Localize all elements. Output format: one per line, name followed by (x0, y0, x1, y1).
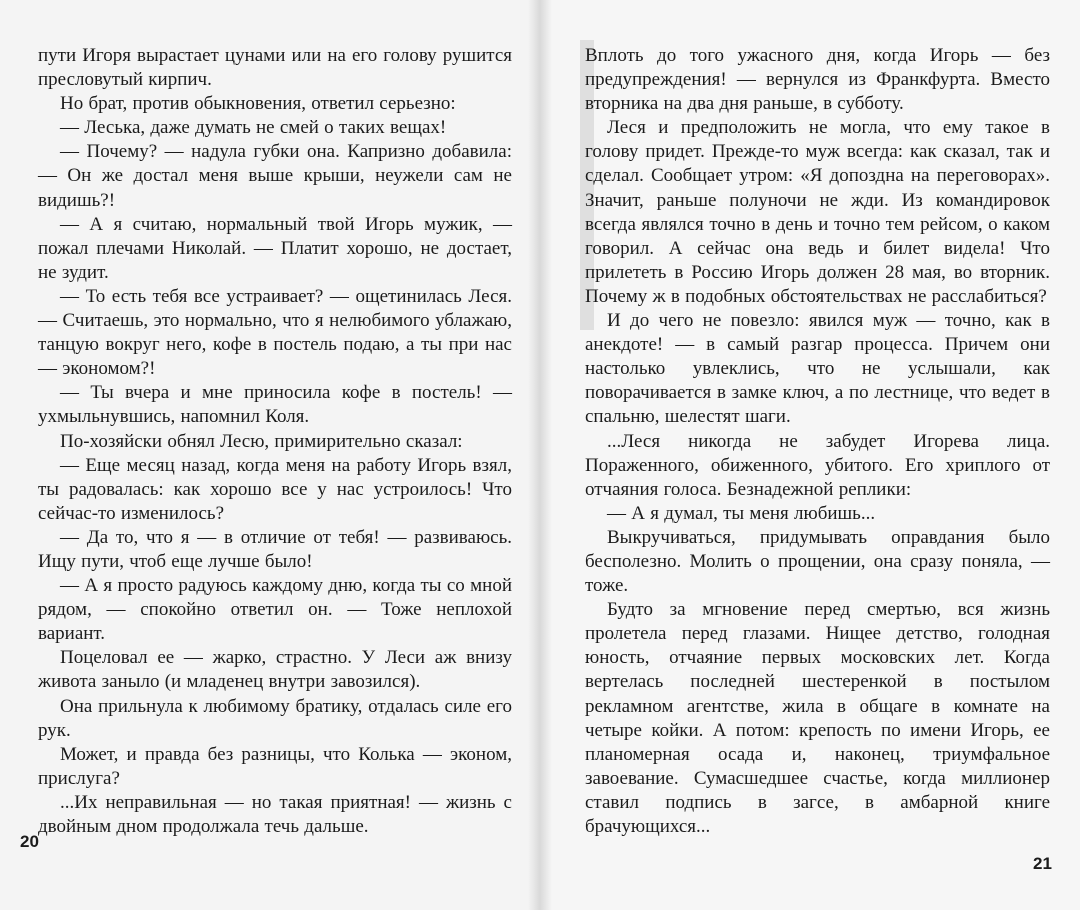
paragraph: — То есть тебя все устраивает? — ощетинилась Леся. — Считаешь, это нормально, что я нелюбимого ублажаю, танцую вокруг него, кофе в постель подаю, а ты при нас — экономом?! (38, 285, 512, 380)
paragraph: Будто за мгновение перед смертью, вся жизнь пролетела перед глазами. Нищее детство, голодная юность, отчаяние первых московских лет. Когда вертелась последней шестеренкой в постылом рекламном агентстве, жила в общаге в комнате на четыре койки. А потом: крепость по имени Игорь, ее планомерная осада и, наконец, триумфальное завоевание. Сумасшедшее счастье, когда миллионер ставил подпись в загсе, в амбарной книге брачующихся... (585, 599, 1050, 837)
paragraph: ...Их неправильная — но такая приятная! — жизнь с двойным дном продолжала течь дальше. (38, 791, 512, 837)
paragraph: — Еще месяц назад, когда меня на работу Игорь взял, ты радовалась: как хорошо все у нас устроилось! Что сейчас-то изменилось? (38, 454, 512, 524)
paragraph: Леся и предположить не могла, что ему такое в голову придет. Прежде-то муж всегда: как сказал, так и сделал. Сообщает утром: «Я допоздна на переговорах». Значит, раньше полуночи не жди. Из командировок всегда являлся точно в день и точно тем рейсом, о каком говорил. А сейчас она ведь и билет видела! Что прилететь в Россию Игорь должен 28 мая, во вторник. Почему ж в подобных обстоятельствах не расслабиться? (585, 117, 1050, 307)
paragraph: Она прильнула к любимому братику, отдалась силе его рук. (38, 695, 512, 741)
left-page-text (38, 44, 512, 839)
paragraph: — А я просто радуюсь каждому дню, когда ты со мной рядом, — спокойно ответил он. — Тоже неплохой вариант. (38, 575, 512, 645)
paragraph: И до чего не повезло: явился муж — точно, как в анекдоте! — в самый разгар процесса. Причем они настолько увлеклись, что не услышали, как поворачивается в замке ключ, а по лестнице, что ведет в спальню, шелестят шаги. (585, 310, 1050, 428)
paragraph: Но брат, против обыкновения, ответил серьезно: (60, 93, 456, 115)
paragraph: — Леська, даже думать не смей о таких вещах! (60, 117, 447, 139)
paragraph: Может, и правда без разницы, что Колька — эконом, прислуга? (38, 743, 512, 789)
paragraph: Выкручиваться, придумывать оправдания было бесполезно. Молить о прощении, она сразу поняла, — тоже. (585, 526, 1050, 597)
book-gutter (528, 0, 552, 910)
paragraph: — Почему? — надула губки она. Капризно добавила: — Он же достал меня выше крыши, неужели сам не видишь?! (38, 141, 512, 211)
paragraph: — Ты вчера и мне приносила кофе в постель! — ухмыльнувшись, напомнил Коля. (38, 382, 512, 428)
paragraph: — Да то, что я — в отличие от тебя! — развиваюсь. Ищу пути, чтоб еще лучше было! (38, 526, 512, 572)
paragraph: пути Игоря вырастает цунами или на его голову рушится пресловутый кирпич. (38, 45, 512, 91)
paragraph: — А я считаю, нормальный твой Игорь мужик, — пожал плечами Николай. — Платит хорошо, не достает, не зудит. (38, 213, 512, 283)
page-number-right: 21 (1033, 854, 1052, 873)
right-page-text (585, 44, 1050, 839)
page-number-left: 20 (20, 832, 39, 851)
paragraph: ...Леся никогда не забудет Игорева лица. Пораженного, обиженного, убитого. Его хриплого от отчаяния голоса. Безнадежной реплики: (585, 430, 1050, 500)
paragraph: Поцеловал ее — жарко, страстно. У Леси аж внизу живота заныло (и младенец внутри завозился). (38, 647, 512, 693)
paragraph: По-хозяйски обнял Лесю, примирительно сказал: (60, 430, 463, 452)
paragraph: — А я думал, ты меня любишь... (607, 502, 876, 524)
paragraph: Вплоть до того ужасного дня, когда Игорь — без предупреждения! — вернулся из Франкфурта. Вместо вторника на два дня раньше, в субботу. (585, 45, 1050, 115)
